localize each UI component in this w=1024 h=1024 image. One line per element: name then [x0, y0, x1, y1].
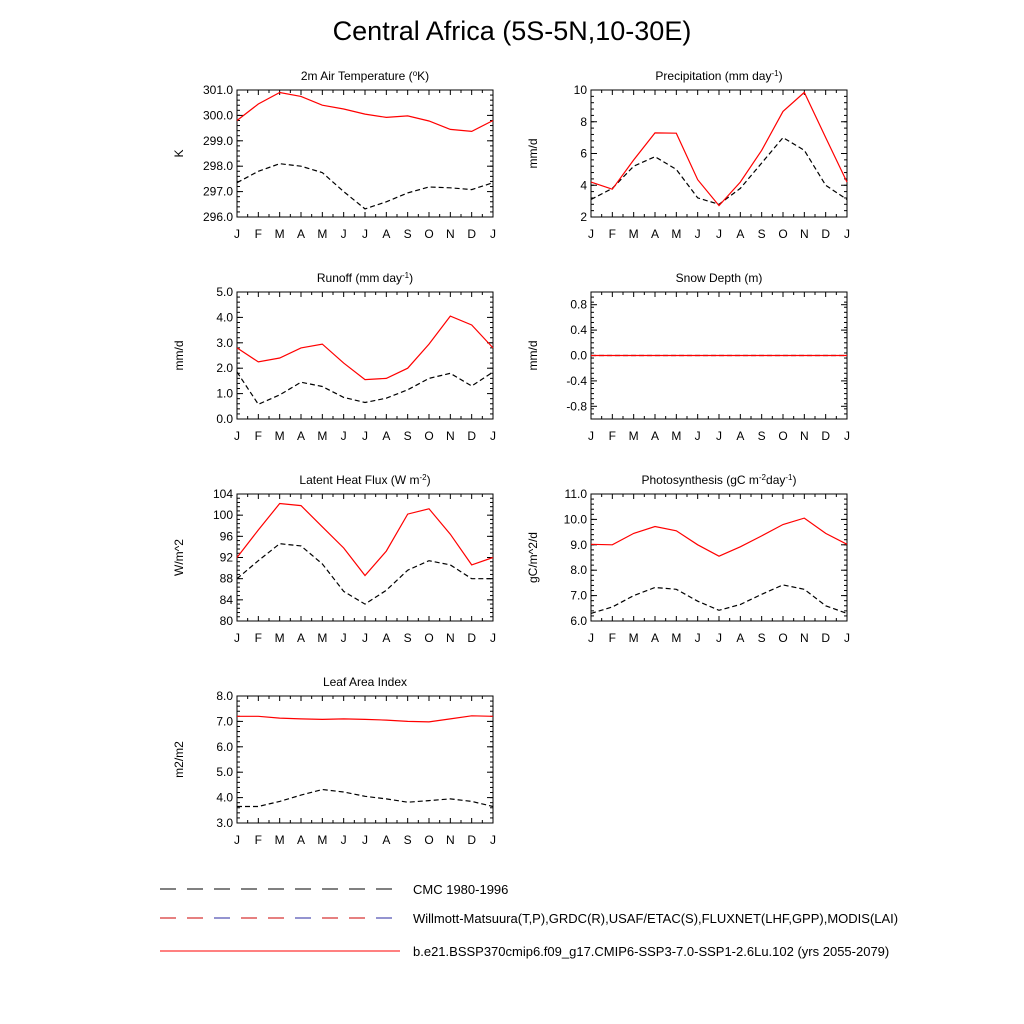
x-tick-label: D — [467, 833, 477, 847]
x-tick-label: O — [778, 227, 788, 241]
x-tick-label: S — [757, 631, 766, 645]
series-line-model — [591, 518, 847, 556]
x-tick-label: A — [650, 227, 660, 241]
x-tick-label: S — [757, 429, 766, 443]
chart-panel-1 — [172, 69, 496, 242]
y-tick-label: 1.0 — [216, 386, 233, 401]
series-line-obs — [591, 585, 847, 614]
y-tick-label: 84 — [219, 592, 233, 607]
panel-title: Latent Heat Flux (W $m^{-2}$) — [299, 472, 431, 487]
legend-entry — [160, 944, 889, 959]
series-line-obs — [237, 164, 493, 209]
x-tick-label: O — [778, 631, 788, 645]
x-tick-label: N — [445, 833, 455, 847]
x-tick-label: D — [821, 227, 831, 241]
chart-panel-5 — [172, 473, 496, 646]
legend-label: b.e21.BSSP370cmip6.f09_g17.CMIP6-SSP3-7.0-SSP1-2.6Lu.102 (yrs 2055-2079) — [413, 944, 890, 959]
x-tick-label: A — [650, 631, 660, 645]
y-axis-label: m2/m2 — [172, 741, 186, 778]
x-tick-label: M — [628, 227, 639, 241]
x-tick-label: A — [296, 833, 306, 847]
x-tick-label: S — [403, 631, 412, 645]
chart-panel-6 — [526, 473, 850, 646]
x-tick-label: J — [234, 429, 240, 443]
x-tick-label: M — [628, 429, 639, 443]
panel-title: Runoff (mm day$^{-1}$) — [316, 270, 414, 285]
y-tick-label: 0.0 — [570, 348, 587, 363]
x-tick-label: M — [274, 631, 285, 645]
panel-title: Photosynthesis (gC $m^{-2}day^{-1}$) — [641, 472, 797, 487]
panel-title: Leaf Area Index — [322, 675, 408, 689]
x-tick-label: J — [234, 227, 240, 241]
y-tick-label: 301.0 — [202, 83, 233, 97]
y-tick-label: -0.4 — [566, 373, 587, 388]
x-tick-label: J — [340, 227, 347, 241]
y-tick-label: 96 — [219, 529, 233, 544]
x-tick-label: J — [340, 631, 347, 645]
series-line-model — [237, 93, 493, 132]
y-tick-label: 92 — [219, 550, 233, 565]
y-tick-label: 88 — [219, 571, 233, 586]
x-tick-label: M — [317, 429, 328, 443]
x-tick-label: J — [716, 631, 722, 645]
x-tick-label: M — [671, 631, 682, 645]
x-tick-label: J — [844, 429, 850, 443]
y-tick-label: 6.0 — [570, 614, 587, 628]
legend-entry — [160, 882, 508, 897]
x-tick-label: D — [821, 429, 831, 443]
series-line-obs — [237, 372, 493, 404]
x-tick-label: J — [694, 227, 701, 241]
legend — [160, 882, 898, 959]
x-tick-label: S — [403, 429, 412, 443]
x-tick-label: J — [490, 833, 496, 847]
chart-panel-7 — [172, 675, 496, 847]
x-tick-label: A — [382, 227, 391, 241]
plot-frame — [591, 90, 847, 217]
x-tick-label: M — [274, 833, 285, 847]
y-tick-label: 5.0 — [216, 765, 233, 780]
y-axis-label: W/m^2 — [172, 539, 186, 576]
plot-frame — [237, 494, 493, 621]
x-tick-label: O — [424, 631, 434, 645]
x-tick-label: J — [716, 429, 722, 443]
series-line-model — [237, 316, 493, 380]
y-tick-label: 3.0 — [216, 816, 233, 830]
x-tick-label: J — [234, 833, 240, 847]
legend-label: Willmott-Matsuura(T,P),GRDC(R),USAF/ETAC(S),FLUXNET(LHF,GPP),MODIS(LAI) — [413, 911, 899, 926]
y-axis-label: gC/m^2/d — [526, 532, 540, 583]
y-tick-label: 2.0 — [216, 361, 233, 376]
y-tick-label: 104 — [212, 487, 233, 501]
plot-frame — [237, 292, 493, 419]
x-tick-label: F — [254, 631, 263, 645]
x-tick-label: A — [296, 429, 306, 443]
y-axis-label: mm/d — [172, 340, 186, 371]
x-tick-label: O — [424, 227, 434, 241]
x-tick-label: J — [694, 631, 701, 645]
y-tick-label: 8.0 — [216, 689, 233, 703]
x-tick-label: M — [671, 227, 682, 241]
x-tick-label: A — [382, 631, 391, 645]
x-tick-label: J — [844, 227, 850, 241]
x-tick-label: F — [254, 833, 263, 847]
x-tick-label: M — [274, 429, 285, 443]
chart-panel-4 — [526, 271, 850, 443]
x-tick-label: J — [694, 429, 701, 443]
x-tick-label: D — [467, 227, 477, 241]
y-tick-label: 0.0 — [216, 412, 233, 426]
x-tick-label: J — [844, 631, 850, 645]
x-tick-label: J — [716, 227, 722, 241]
x-tick-label: N — [445, 631, 455, 645]
x-tick-label: F — [608, 227, 617, 241]
series-line-obs — [237, 790, 493, 807]
x-tick-label: M — [671, 429, 682, 443]
panel-title: Snow Depth (m) — [675, 271, 763, 285]
panel-title: 2m Air Temperature ($^o$K) — [300, 68, 430, 83]
chart-panel-2 — [526, 69, 850, 242]
series-line-model — [591, 92, 847, 205]
x-tick-label: O — [424, 429, 434, 443]
x-tick-label: F — [254, 429, 263, 443]
figure-title: Central Africa (5S-5N,10-30E) — [332, 16, 692, 46]
x-tick-label: S — [403, 833, 412, 847]
x-tick-label: J — [340, 833, 347, 847]
y-tick-label: 6.0 — [216, 739, 233, 754]
y-tick-label: 3.0 — [216, 335, 233, 350]
x-tick-label: A — [650, 429, 660, 443]
chart-panel-3 — [172, 271, 496, 444]
y-axis-label: mm/d — [526, 138, 540, 169]
x-tick-label: D — [467, 631, 477, 645]
x-tick-label: A — [382, 833, 391, 847]
y-tick-label: 4.0 — [216, 790, 233, 805]
y-tick-label: 5.0 — [216, 285, 233, 299]
plot-frame — [237, 696, 493, 823]
x-tick-label: S — [757, 227, 766, 241]
y-tick-label: 0.4 — [570, 323, 587, 338]
x-tick-label: O — [424, 833, 434, 847]
x-tick-label: N — [799, 631, 809, 645]
x-tick-label: S — [403, 227, 412, 241]
y-tick-label: 4.0 — [216, 310, 233, 325]
x-tick-label: F — [608, 631, 617, 645]
legend-entry — [160, 911, 898, 926]
x-tick-label: A — [736, 227, 745, 241]
x-tick-label: N — [445, 429, 455, 443]
series-line-obs — [591, 138, 847, 205]
y-tick-label: 9.0 — [570, 537, 587, 552]
x-tick-label: D — [467, 429, 477, 443]
y-tick-label: 4 — [580, 178, 587, 193]
panel-title: Precipitation (mm day$^{-1}$) — [655, 68, 783, 83]
y-tick-label: 10.0 — [563, 512, 587, 527]
y-tick-label: 2 — [580, 210, 587, 224]
y-tick-label: 8 — [580, 114, 587, 129]
y-tick-label: 6 — [580, 146, 587, 161]
y-tick-label: 7.0 — [216, 714, 233, 729]
x-tick-label: A — [382, 429, 391, 443]
series-line-obs — [237, 544, 493, 604]
x-tick-label: M — [317, 227, 328, 241]
y-tick-label: 297.0 — [202, 184, 233, 199]
x-tick-label: J — [490, 631, 496, 645]
x-tick-label: A — [736, 429, 745, 443]
x-tick-label: F — [254, 227, 263, 241]
x-tick-label: A — [736, 631, 745, 645]
y-axis-label: K — [172, 149, 186, 158]
plot-frame — [591, 494, 847, 621]
y-tick-label: 298.0 — [202, 159, 233, 174]
y-tick-label: 7.0 — [570, 588, 587, 603]
x-tick-label: A — [296, 631, 306, 645]
y-tick-label: 8.0 — [570, 563, 587, 578]
y-tick-label: 296.0 — [202, 210, 233, 224]
x-tick-label: J — [490, 227, 496, 241]
y-tick-label: 0.8 — [570, 297, 587, 312]
y-tick-label: 299.0 — [202, 133, 233, 148]
y-tick-label: 10 — [573, 83, 587, 97]
x-tick-label: N — [799, 227, 809, 241]
x-tick-label: J — [234, 631, 240, 645]
y-tick-label: 11.0 — [564, 487, 587, 501]
x-tick-label: J — [588, 227, 594, 241]
x-tick-label: M — [274, 227, 285, 241]
legend-label: CMC 1980-1996 — [413, 882, 509, 897]
x-tick-label: M — [317, 833, 328, 847]
x-tick-label: O — [778, 429, 788, 443]
x-tick-label: J — [588, 429, 594, 443]
x-tick-label: M — [628, 631, 639, 645]
plot-frame — [237, 90, 493, 217]
y-tick-label: 80 — [219, 614, 233, 628]
y-axis-label: mm/d — [526, 340, 540, 371]
y-tick-label: 300.0 — [202, 108, 233, 123]
x-tick-label: M — [317, 631, 328, 645]
y-tick-label: -0.8 — [566, 399, 587, 414]
x-tick-label: D — [821, 631, 831, 645]
x-tick-label: J — [362, 631, 368, 645]
x-tick-label: J — [588, 631, 594, 645]
x-tick-label: J — [340, 429, 347, 443]
y-tick-label: 100 — [212, 508, 233, 523]
x-tick-label: J — [362, 227, 368, 241]
x-tick-label: N — [799, 429, 809, 443]
x-tick-label: J — [490, 429, 496, 443]
x-tick-label: J — [362, 833, 368, 847]
series-line-model — [237, 716, 493, 722]
x-tick-label: F — [608, 429, 617, 443]
x-tick-label: J — [362, 429, 368, 443]
series-line-model — [237, 504, 493, 576]
x-tick-label: A — [296, 227, 306, 241]
x-tick-label: N — [445, 227, 455, 241]
